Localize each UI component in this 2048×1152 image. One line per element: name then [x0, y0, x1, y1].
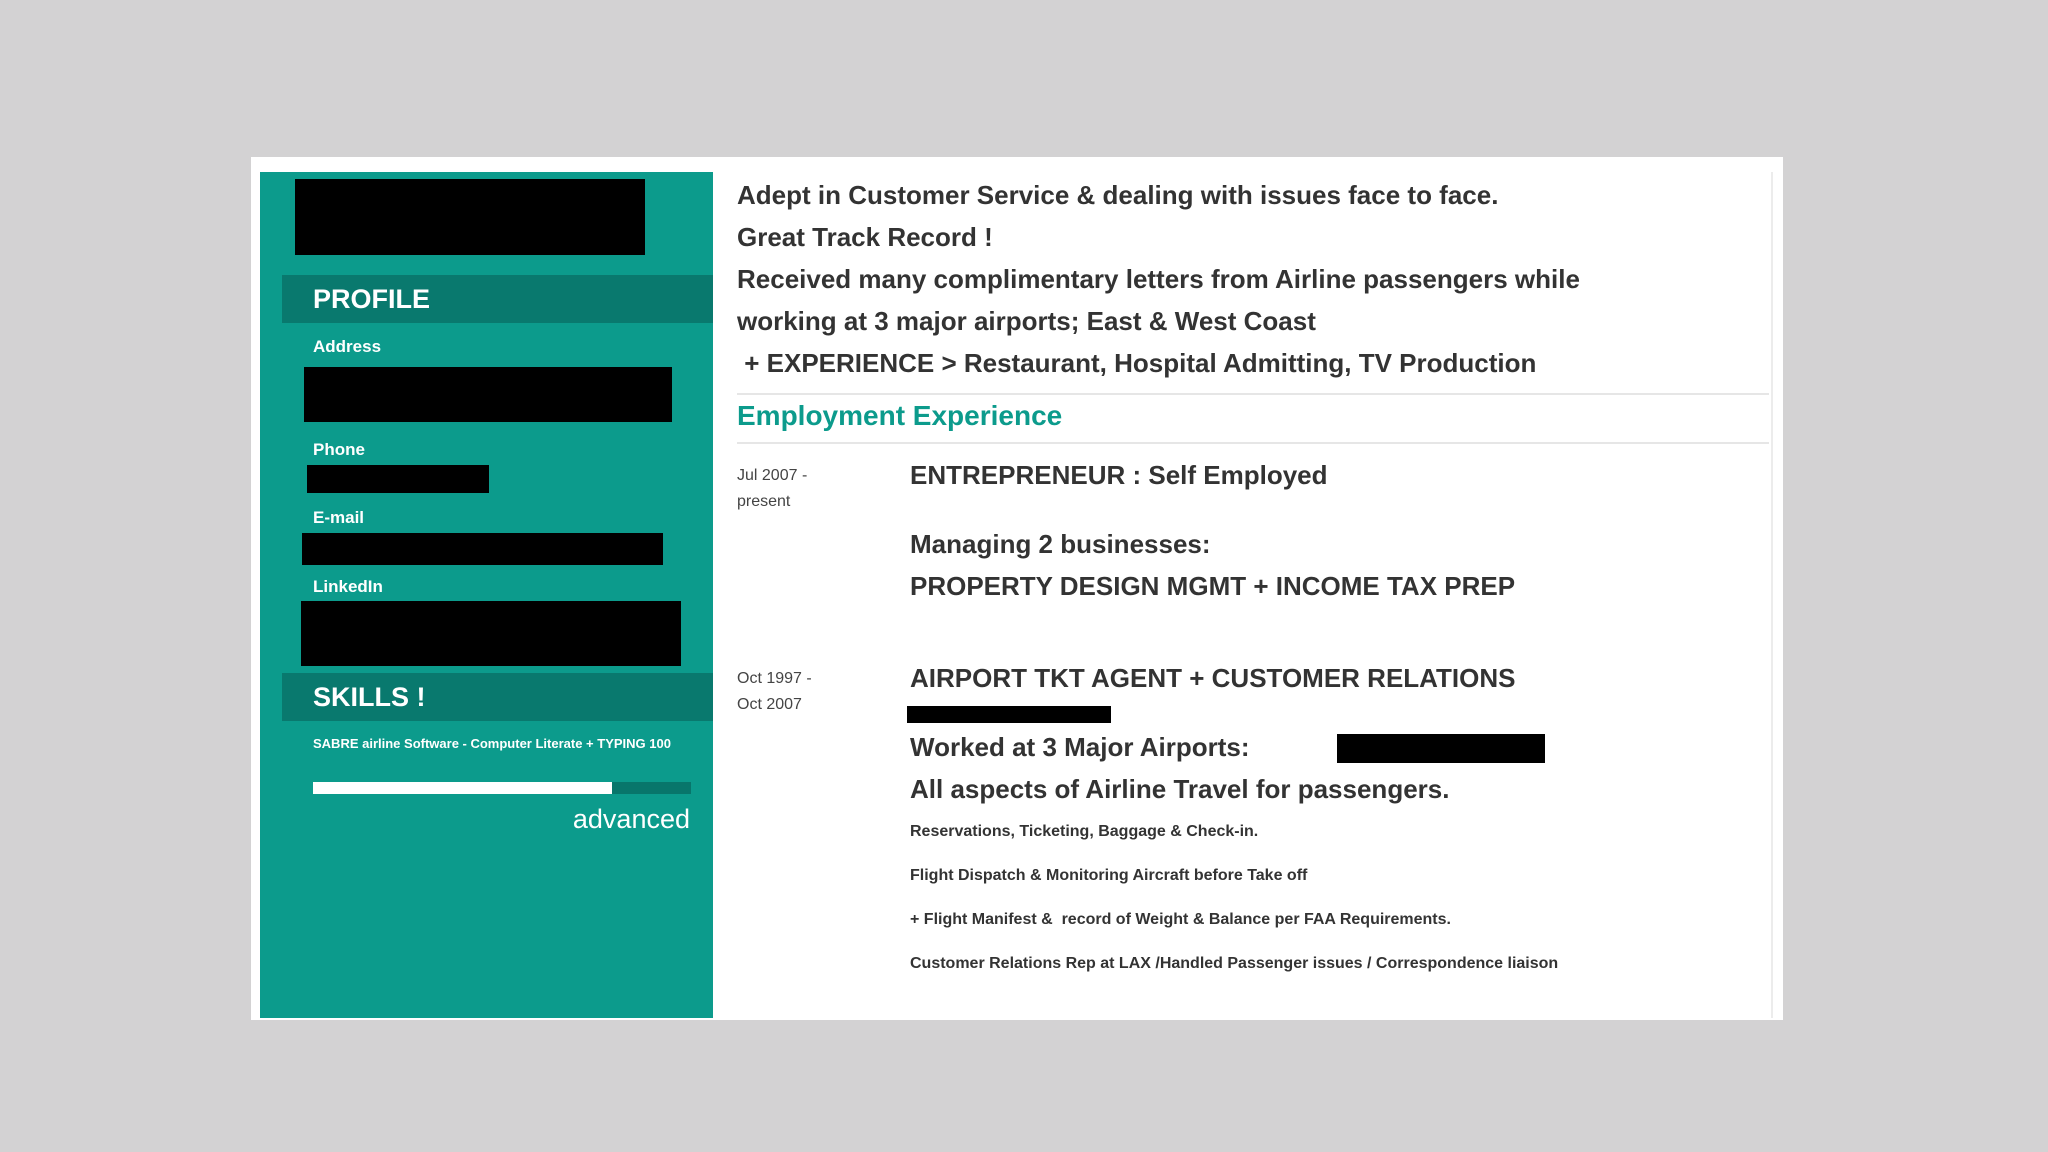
skill-level-bar	[313, 782, 691, 794]
section-divider	[737, 442, 1769, 444]
email-label: E-mail	[313, 508, 365, 527]
redacted-employer	[907, 706, 1111, 723]
redacted-airports	[1337, 734, 1545, 763]
redacted-address	[304, 367, 672, 422]
job-detail: Reservations, Ticketing, Baggage & Check-in.	[910, 823, 1259, 840]
job-date-end: present	[737, 493, 791, 510]
redacted-name	[295, 179, 645, 255]
skill-name: SABRE airline Software - Computer Literate + TYPING 100	[313, 736, 671, 751]
job-detail: + Flight Manifest & record of Weight & Balance per FAA Requirements.	[910, 911, 1451, 928]
job-line: Managing 2 businesses:	[910, 529, 1211, 559]
phone-label: Phone	[313, 440, 365, 459]
profile-heading: PROFILE	[313, 284, 431, 314]
job-date-start: Oct 1997 -	[737, 670, 812, 687]
redacted-email	[302, 533, 663, 565]
skills-heading: SKILLS !	[313, 682, 426, 712]
employment-heading: Employment Experience	[737, 400, 1063, 431]
job-detail: Flight Dispatch & Monitoring Aircraft before Take off	[910, 867, 1308, 884]
summary-line: Received many complimentary letters from Airline passengers while	[737, 264, 1580, 294]
page-edge-line	[1771, 172, 1773, 1018]
section-divider	[737, 393, 1769, 395]
linkedin-label: LinkedIn	[313, 577, 383, 596]
summary-line: + EXPERIENCE > Restaurant, Hospital Admitting, TV Production	[737, 348, 1537, 378]
skill-level-label: advanced	[572, 804, 690, 834]
job-title: ENTREPRENEUR : Self Employed	[910, 460, 1328, 490]
job-line: All aspects of Airline Travel for passengers.	[910, 774, 1450, 804]
job-title: AIRPORT TKT AGENT + CUSTOMER RELATIONS	[910, 663, 1516, 693]
job-line: Worked at 3 Major Airports:	[910, 732, 1250, 762]
job-line: PROPERTY DESIGN MGMT + INCOME TAX PREP	[910, 571, 1516, 601]
skill-level-fill	[313, 782, 612, 794]
summary-line: working at 3 major airports; East & West Coast	[737, 306, 1316, 336]
job-date-start: Jul 2007 -	[737, 467, 808, 484]
job-date-end: Oct 2007	[737, 696, 802, 713]
address-label: Address	[313, 337, 382, 356]
redacted-phone	[307, 465, 489, 493]
job-detail: Customer Relations Rep at LAX /Handled Passenger issues / Correspondence liaison	[910, 955, 1559, 972]
summary-line: Great Track Record !	[737, 222, 993, 252]
redacted-linkedin	[301, 601, 681, 666]
summary-line: Adept in Customer Service & dealing with issues face to face.	[737, 180, 1499, 210]
